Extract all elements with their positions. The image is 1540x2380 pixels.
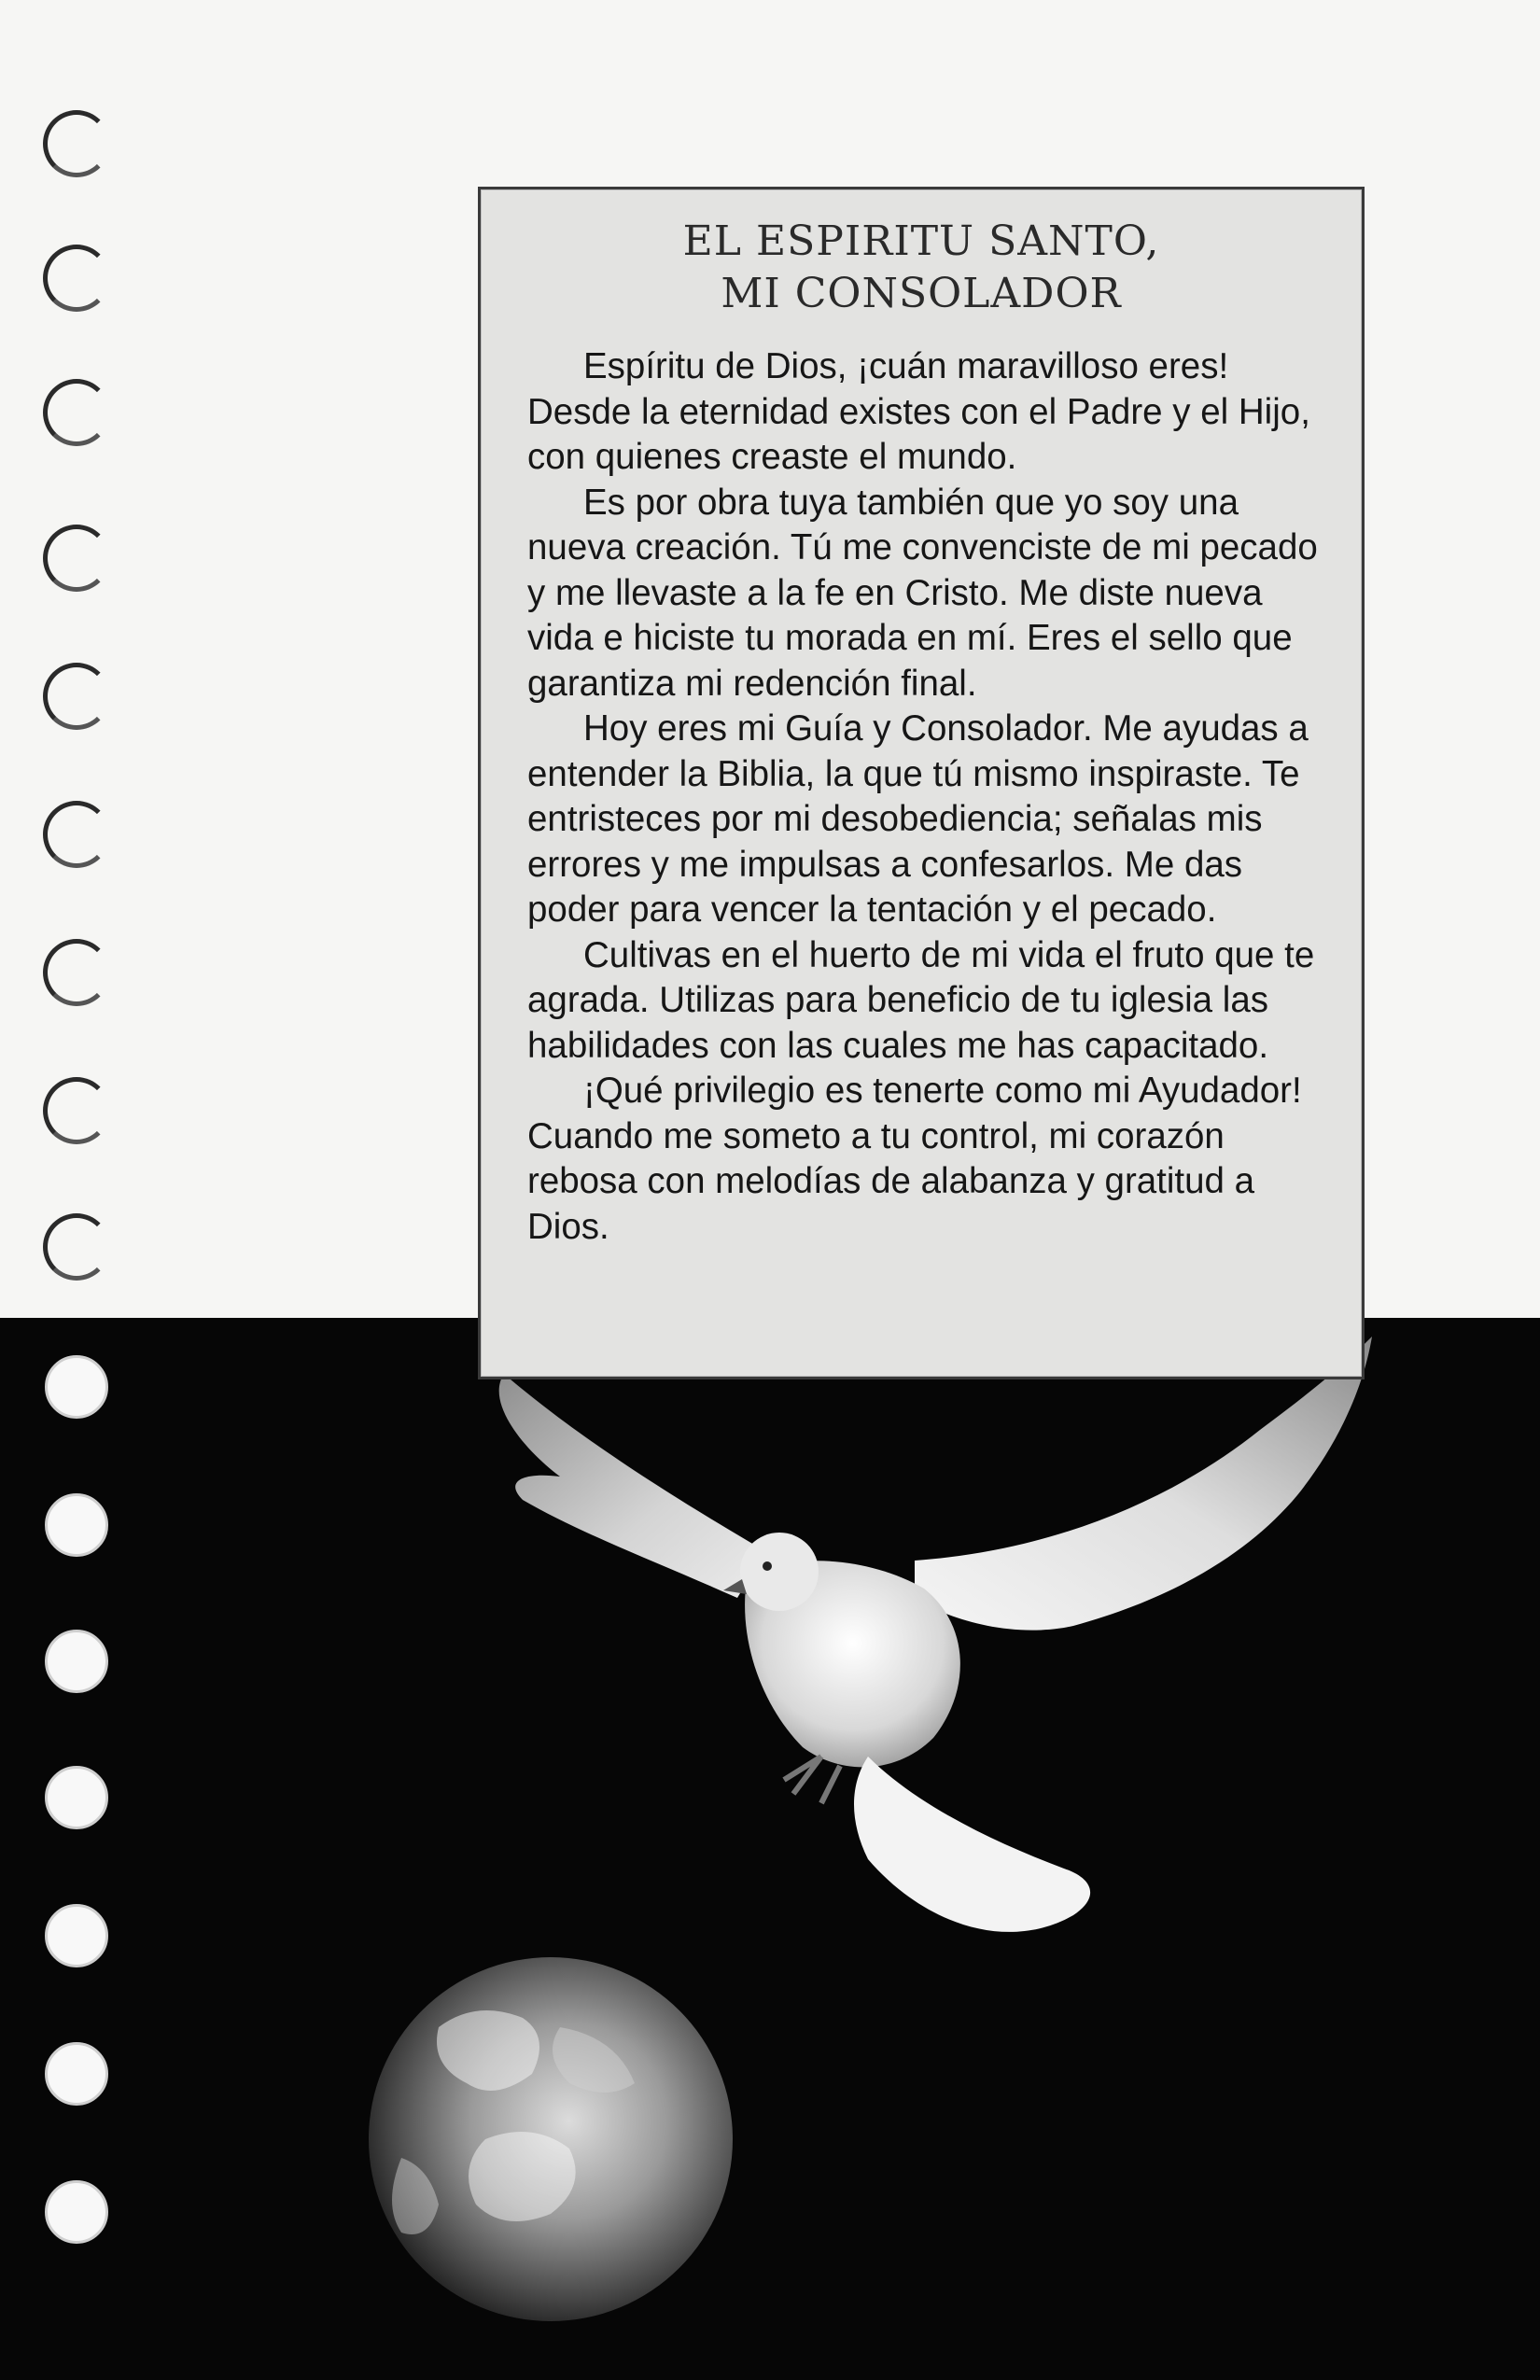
paragraph: Es por obra tuya también que yo soy una nueva creación. Tú me convenciste de mi pecado y me llevaste a la fe en Cristo. Me diste nueva vida e hiciste tu morada en mí. Eres el sello que garantiza mi redención final.	[527, 482, 1318, 704]
dove-icon	[499, 1337, 1372, 1932]
binder-hole	[43, 801, 110, 868]
binder-holes	[0, 0, 131, 2380]
paragraph: ¡Qué privilegio es tenerte como mi Ayudador! Cuando me someto a tu control, mi corazón rebosa con melodías de alabanza y gratitud a Dios.	[527, 1071, 1302, 1247]
binder-hole	[43, 525, 110, 592]
paragraph: Cultivas en el huerto de mi vida el fruto que te agrada. Utilizas para beneficio de tu iglesia las habilidades con las cuales me has capacitado.	[527, 934, 1315, 1066]
title-line-2: MI CONSOLADOR	[721, 270, 1122, 317]
binder-hole	[43, 1077, 110, 1144]
binder-hole	[45, 2180, 108, 2244]
prayer-body	[527, 344, 1324, 1250]
binder-hole	[45, 1630, 108, 1693]
binder-hole	[45, 1493, 108, 1557]
binder-hole	[45, 1355, 108, 1419]
title-line-1: EL ESPIRITU SANTO,	[682, 217, 1160, 265]
binder-hole	[43, 663, 110, 730]
binder-hole	[45, 2042, 108, 2106]
prayer-text-box	[478, 187, 1365, 1379]
earth-icon	[369, 1957, 733, 2321]
binder-hole	[43, 110, 110, 177]
binder-hole	[43, 379, 110, 446]
binder-hole	[43, 245, 110, 312]
binder-hole	[43, 1213, 110, 1281]
paragraph: Espíritu de Dios, ¡cuán maravilloso eres! Desde la eternidad existes con el Padre y el Hijo, con quienes creaste el mundo.	[527, 346, 1310, 477]
dove-earth-photo	[0, 1318, 1540, 2380]
binder-hole	[43, 939, 110, 1006]
binder-hole	[45, 1904, 108, 1967]
binder-hole	[45, 1766, 108, 1829]
paragraph: Hoy eres mi Guía y Consolador. Me ayudas a entender la Biblia, la que tú mismo inspiraste. Te entristeces por mi desobediencia; señalas mis errores y me impulsas a confesarlos. Me das poder para vencer la tentación y el pecado.	[527, 708, 1309, 930]
page-title	[481, 216, 1362, 320]
